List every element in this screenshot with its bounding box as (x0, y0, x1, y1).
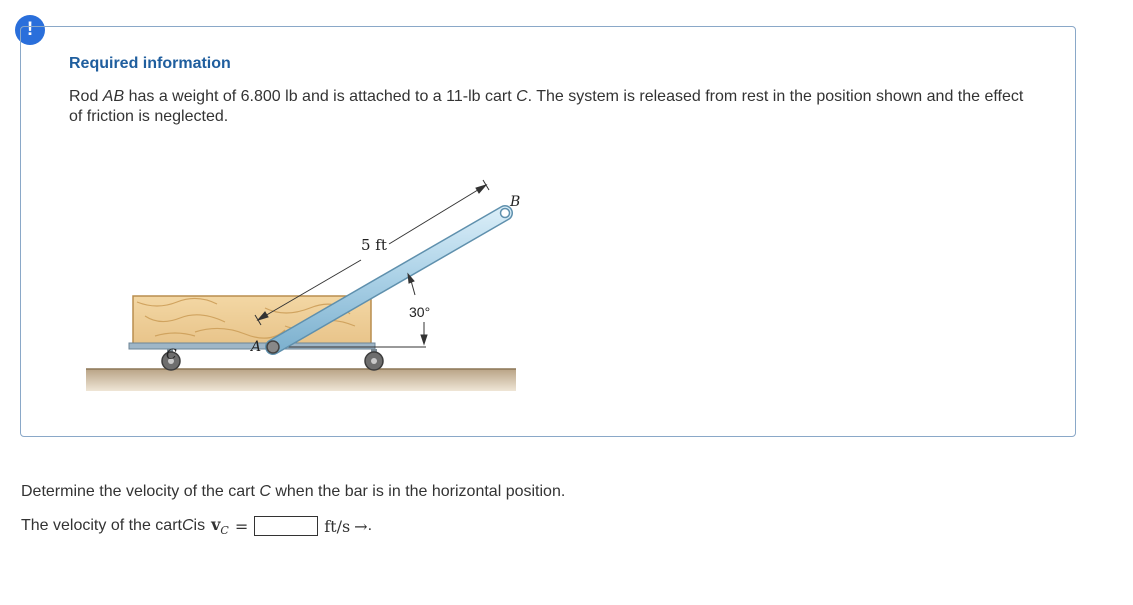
length-label: 5 ft (361, 236, 387, 254)
rod-ab (267, 209, 510, 354)
question-text: Determine the velocity of the cart C when the bar is in the horizontal position. (21, 483, 566, 500)
point-a-label: A (251, 339, 262, 355)
angle-label: 30° (409, 304, 431, 320)
rod-cart-figure (85, 150, 535, 400)
pin-a (267, 341, 279, 353)
velocity-symbol: $v_C$ (211, 514, 229, 538)
required-information-title: Required information (69, 55, 231, 72)
point-b-label: B (510, 194, 521, 210)
pin-b (501, 209, 510, 218)
required-information-panel (20, 26, 1076, 437)
problem-statement: Rod AB has a weight of 6.800 lb and is attached to a 11-lb cart C. The system is released from rest in the position shown and the effect of friction is neglected. (69, 88, 1024, 125)
unit-label: ft/s (324, 516, 351, 536)
wheel-right (365, 349, 383, 370)
point-c-label: C (166, 347, 177, 363)
direction-arrow-icon: → (354, 516, 368, 536)
velocity-answer-input[interactable] (254, 516, 318, 536)
alert-icon: ! (15, 15, 45, 45)
answer-row: The velocity of the cart C is $v_C$ = ft/s → . (21, 514, 373, 538)
ground (86, 369, 516, 391)
